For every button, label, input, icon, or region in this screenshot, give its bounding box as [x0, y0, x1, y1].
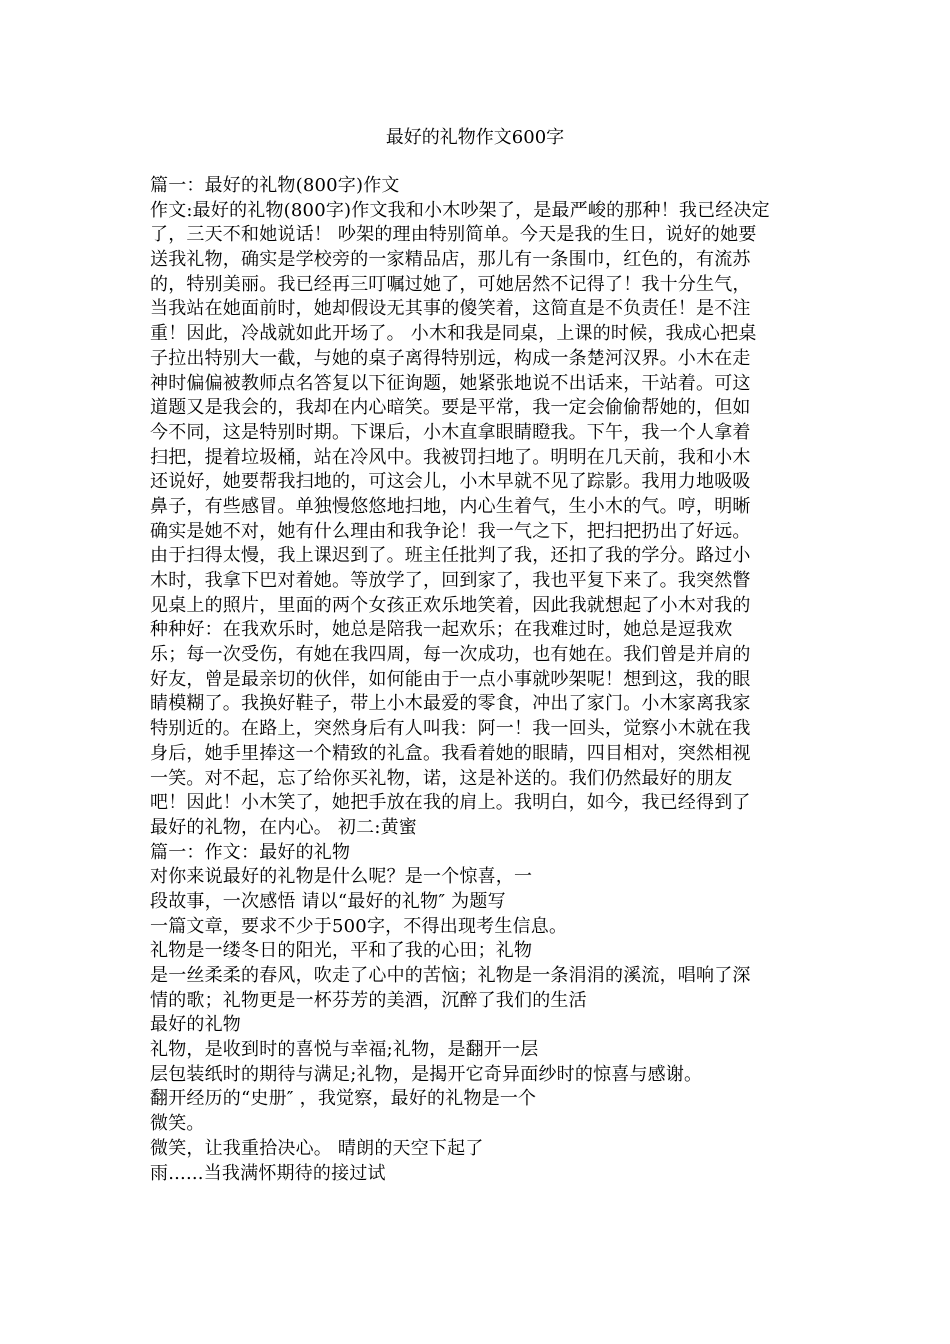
text-line: 确实是她不对，她有什么理由和我争论！我一气之下，把扫把扔出了好远。	[150, 520, 751, 542]
text-line: 由于扫得太慢，我上课迟到了。班主任批判了我，还扣了我的学分。路过小	[150, 545, 751, 567]
text-line: 一笑。对不起，忘了给你买礼物，诺，这是补送的。我们仍然最好的朋友	[150, 767, 733, 789]
text-line: 木时，我拿下巴对着她。等放学了，回到家了，我也平复下来了。我突然瞥	[150, 570, 751, 591]
text-line: 最好的礼物	[150, 1014, 241, 1036]
text-line: 乐；每一次受伤，有她在我四周，每一次成功，也有她在。我们曾是并肩的	[150, 644, 751, 666]
text-line: 今不同，这是特别时期。下课后，小木直拿眼睛瞪我。下午，我一个人拿着	[150, 421, 751, 443]
text-line: 送我礼物，确实是学校旁的一家精品店，那儿有一条围巾，红色的，有流苏	[150, 249, 751, 271]
text-line: 种种好：在我欢乐时，她总是陪我一起欢乐；在我难过时，她总是逗我欢	[150, 619, 733, 641]
text-line: 对你来说最好的礼物是什么呢？是一个惊喜，一	[150, 866, 533, 888]
text-line: 见桌上的照片，里面的两个女孩正欢乐地笑着，因此我就想起了小木对我的	[150, 594, 751, 616]
text-line: 特别近的。在路上，突然身后有人叫我：阿一！我一回头，觉察小木就在我	[150, 718, 751, 740]
text-line: 道题又是我会的，我却在内心暗笑。要是平常，我一定会偷偷帮她的，但如	[150, 397, 751, 419]
text-line: 身后，她手里捧这一个精致的礼盒。我看着她的眼睛，四目相对，突然相视	[150, 742, 751, 764]
text-line: 的，特别美丽。我已经再三叮嘱过她了，可她居然不记得了！我十分生气，	[150, 273, 751, 295]
text-line: 最好的礼物，在内心。 初二:黄蜜	[150, 816, 417, 838]
text-line: 微笑。	[150, 1113, 205, 1135]
text-line: 吧！因此！小木笑了，她把手放在我的肩上。我明白，如今，我已经得到了	[150, 792, 751, 814]
text-line: 好友，曾是最亲切的伙伴，如何能由于一点小事就吵架呢！想到这，我的眼	[150, 668, 751, 690]
text-line: 了，三天不和她说话！ 吵架的理由特别简单。今天是我的生日，说好的她要	[150, 224, 757, 246]
text-line: 礼物是一缕冬日的阳光，平和了我的心田；礼物	[150, 940, 533, 962]
text-line: 子拉出特别大一截，与她的桌子离得特别远，构成一条楚河汉界。小木在走	[150, 347, 751, 369]
text-line: 篇一：最好的礼物(800字)作文	[150, 175, 400, 196]
text-line: 层包装纸时的期待与满足;礼物，是揭开它奇异面纱时的惊喜与感谢。	[150, 1063, 703, 1085]
text-line: 神时偏偏被教师点名答复以下征询题，她紧张地说不出话来，干站着。可这	[150, 372, 751, 394]
document-body	[150, 174, 802, 1186]
text-line: 当我站在她面前时，她却假设无其事的傻笑着，这简直是不负责任！是不注	[150, 298, 751, 320]
text-line: 重！因此，冷战就如此开场了。 小木和我是同桌，上课的时候，我成心把桌	[150, 323, 757, 345]
text-line: 鼻子，有些感冒。单独慢悠悠地扫地，内心生着气，生小木的气。哼，明晰	[150, 495, 751, 517]
text-line: 翻开经历的“史册″ ，我觉察，最好的礼物是一个	[150, 1088, 537, 1110]
document-title: 最好的礼物作文600字	[385, 127, 565, 148]
text-line: 作文:最好的礼物(800字)作文我和小木吵架了，是最严峻的那种！我已经决定	[150, 199, 770, 221]
text-line: 篇一：作文：最好的礼物	[150, 841, 351, 863]
text-line: 是一丝柔柔的春风，吹走了心中的苦恼；礼物是一条涓涓的溪流，唱响了深	[150, 965, 751, 986]
text-line: 情的歌；礼物更是一杯芬芳的美酒，沉醉了我们的生活	[150, 989, 587, 1011]
text-line: 睛模糊了。我换好鞋子，带上小木最爱的零食，冲出了家门。小木家离我家	[150, 693, 751, 715]
text-line: 扫把，提着垃圾桶，站在冷风中。我被罚扫地了。明明在几天前，我和小木	[150, 446, 751, 468]
text-line: 微笑，让我重拾决心。 晴朗的天空下起了	[150, 1137, 484, 1159]
text-line: 礼物，是收到时的喜悦与幸福;礼物，是翻开一层	[150, 1039, 539, 1061]
text-line: 段故事，一次感悟 请以“最好的礼物″ 为题写	[150, 890, 506, 912]
text-line: 还说好，她要帮我扫地的，可这会儿，小木早就不见了踪影。我用力地吸吸	[150, 471, 751, 493]
text-line: 一篇文章，要求不少于500字，不得出现考生信息。	[150, 915, 568, 937]
text-line: 雨......当我满怀期待的接过试	[150, 1162, 386, 1184]
